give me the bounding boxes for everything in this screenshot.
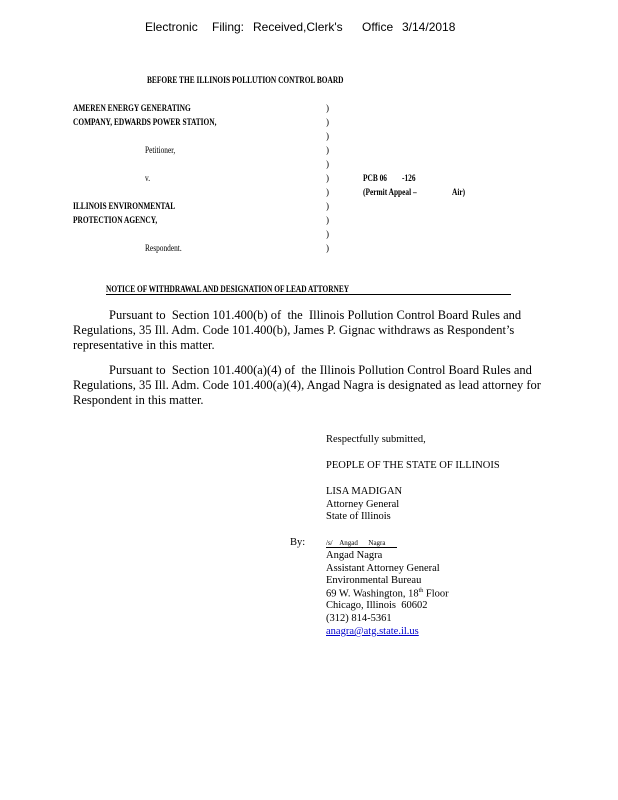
caption-paren: ) bbox=[326, 187, 329, 197]
caption-paren: ) bbox=[326, 145, 329, 155]
address-ordinal: th bbox=[418, 588, 424, 594]
caption-paren: ) bbox=[326, 159, 329, 169]
caption-paren: ) bbox=[326, 173, 329, 183]
permit-appeal: (Permit Appeal – bbox=[363, 187, 417, 197]
paragraph-1-line-2: Regulations, 35 Ill. Adm. Code 101.400(b), James P. Gignac withdraws as Respondent’s bbox=[73, 323, 515, 337]
case-number-prefix: PCB 06 bbox=[363, 173, 387, 183]
petitioner-role: Petitioner, bbox=[145, 145, 176, 155]
notice-title-underline bbox=[106, 294, 511, 295]
signature-underline bbox=[326, 547, 397, 548]
attorney-general-title: Attorney General bbox=[326, 499, 400, 510]
header-received: Received,Clerk's bbox=[253, 20, 343, 34]
header-filing: Filing: bbox=[212, 20, 245, 34]
paragraph-2-line-3: Respondent in this matter. bbox=[73, 393, 204, 407]
court-title: BEFORE THE ILLINOIS POLLUTION CONTROL BOARD bbox=[147, 75, 344, 85]
caption-paren: ) bbox=[326, 243, 329, 253]
signer-name: Angad Nagra bbox=[326, 550, 383, 561]
signature-line-text: /s/ Angad Nagra bbox=[326, 539, 386, 547]
respondent-role: Respondent. bbox=[145, 243, 182, 253]
by-label: By: bbox=[290, 537, 306, 548]
respondent-line2: PROTECTION AGENCY, bbox=[73, 215, 158, 225]
paragraph-2-line-2: Regulations, 35 Ill. Adm. Code 101.400(a)(4), Angad Nagra is designated as lead attorney for bbox=[73, 378, 541, 392]
signer-email-row bbox=[326, 626, 419, 637]
signer-phone: (312) 814-5361 bbox=[326, 613, 392, 624]
signer-address-2: Chicago, Illinois 60602 bbox=[326, 600, 428, 611]
address-street: 69 W. Washington, 18 bbox=[326, 588, 419, 600]
header-date: 3/14/2018 bbox=[402, 20, 456, 34]
caption-paren: ) bbox=[326, 201, 329, 211]
signer-bureau: Environmental Bureau bbox=[326, 575, 422, 586]
case-number-suffix: -126 bbox=[402, 173, 416, 183]
attorney-general-name: LISA MADIGAN bbox=[326, 486, 403, 497]
header-office: Office bbox=[362, 20, 394, 34]
signer-address-1 bbox=[326, 588, 449, 600]
caption-paren: ) bbox=[326, 215, 329, 225]
header-electronic: Electronic bbox=[145, 20, 198, 34]
address-floor: Floor bbox=[423, 588, 449, 600]
caption-paren: ) bbox=[326, 131, 329, 141]
signer-title: Assistant Attorney General bbox=[326, 563, 440, 574]
attorney-general-state: State of Illinois bbox=[326, 511, 391, 522]
caption-paren: ) bbox=[326, 229, 329, 239]
paragraph-1-line-1: Pursuant to Section 101.400(b) of the Illinois Pollution Control Board Rules and bbox=[109, 308, 522, 322]
caption-paren: ) bbox=[326, 117, 329, 127]
party-name: PEOPLE OF THE STATE OF ILLINOIS bbox=[326, 460, 500, 471]
signer-email-link[interactable]: anagra@atg.state.il.us bbox=[326, 626, 419, 637]
versus: v. bbox=[145, 173, 151, 183]
petitioner-line2: COMPANY, EDWARDS POWER STATION, bbox=[73, 117, 217, 127]
caption-paren: ) bbox=[326, 103, 329, 113]
paragraph-1-line-3: representative in this matter. bbox=[73, 338, 215, 352]
notice-title: NOTICE OF WITHDRAWAL AND DESIGNATION OF LEAD ATTORNEY bbox=[106, 284, 350, 294]
petitioner-line1: AMEREN ENERGY GENERATING bbox=[73, 103, 191, 113]
closing: Respectfully submitted, bbox=[326, 434, 426, 445]
permit-air: Air) bbox=[452, 187, 466, 197]
paragraph-2-line-1: Pursuant to Section 101.400(a)(4) of the Illinois Pollution Control Board Rules and bbox=[109, 363, 532, 377]
respondent-line1: ILLINOIS ENVIRONMENTAL bbox=[73, 201, 176, 211]
